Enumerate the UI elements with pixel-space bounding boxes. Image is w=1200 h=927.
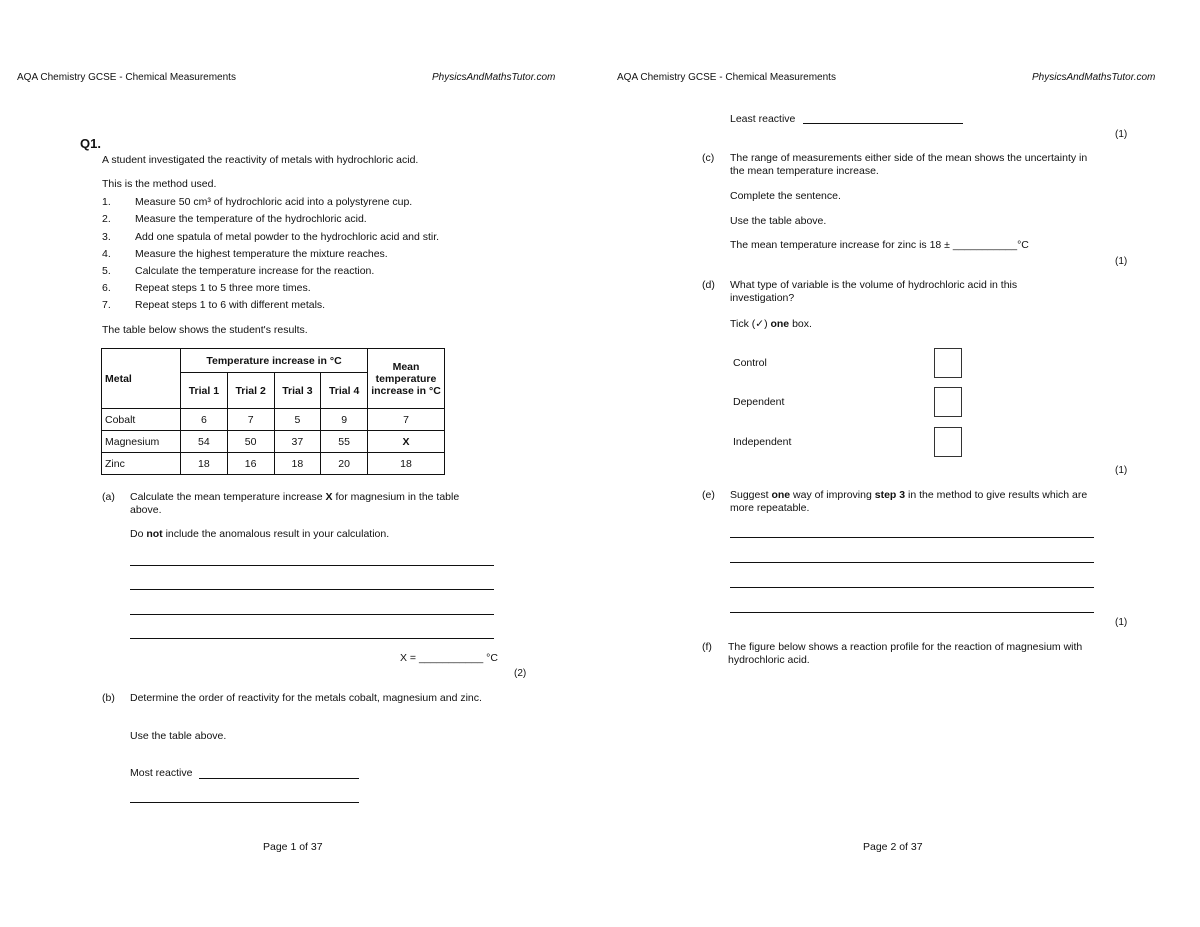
answer-line[interactable] xyxy=(130,638,494,639)
mean-header: Mean temperature increase in °C xyxy=(368,349,445,409)
step-text: Calculate the temperature increase for the reaction. xyxy=(135,265,375,277)
answer-line[interactable] xyxy=(730,587,1094,588)
answer-line[interactable] xyxy=(130,802,359,803)
mean-cell: 7 xyxy=(368,409,445,431)
trial-cell: 50 xyxy=(227,431,274,453)
marks-d: (1) xyxy=(1115,465,1128,476)
metal-header: Metal xyxy=(102,349,181,409)
step-text: Repeat steps 1 to 6 with different metals. xyxy=(135,299,326,311)
mean-cell: 18 xyxy=(368,453,445,475)
answer-line[interactable] xyxy=(130,614,494,615)
answer-line[interactable] xyxy=(730,537,1094,538)
page-2 xyxy=(600,0,1200,927)
option-label-independent: Independent xyxy=(733,436,792,448)
least-reactive-label: Least reactive xyxy=(730,113,796,125)
part-a-question: Calculate the mean temperature increase X for magnesium in the table above. xyxy=(130,491,460,516)
table-row xyxy=(102,431,445,453)
answer-line[interactable] xyxy=(130,565,494,566)
option-label-control: Control xyxy=(733,357,767,369)
trial-cell: 20 xyxy=(321,453,368,475)
page-footer: Page 2 of 37 xyxy=(863,841,923,853)
step-number: 7. xyxy=(102,299,111,311)
answer-line[interactable] xyxy=(199,778,359,779)
part-e-label: (e) xyxy=(702,489,715,501)
x-answer-field[interactable]: X = ___________ °C xyxy=(400,652,498,664)
trial-header: Trial 2 xyxy=(227,373,274,409)
trial-cell: 9 xyxy=(321,409,368,431)
marks-b: (1) xyxy=(1115,129,1128,140)
question-intro: A student investigated the reactivity of metals with hydrochloric acid. xyxy=(102,154,419,166)
answer-line[interactable] xyxy=(803,123,963,124)
marks-a: (2) xyxy=(514,668,527,679)
step-number: 2. xyxy=(102,213,111,225)
step-number: 5. xyxy=(102,265,111,277)
tick-instruction: Tick (✓) one box. xyxy=(730,318,812,330)
part-b-use-table: Use the table above. xyxy=(130,730,227,742)
mean-cell: X xyxy=(368,431,445,453)
step-number: 3. xyxy=(102,231,111,243)
marks-c: (1) xyxy=(1115,256,1128,267)
marks-e: (1) xyxy=(1115,617,1128,628)
header-title: AQA Chemistry GCSE - Chemical Measurements xyxy=(617,72,836,83)
part-d-question: What type of variable is the volume of hydrochloric acid in this investigation? xyxy=(730,279,1018,304)
step-text: Repeat steps 1 to 5 three more times. xyxy=(135,282,311,294)
trial-header: Trial 1 xyxy=(181,373,228,409)
trial-cell: 18 xyxy=(274,453,321,475)
trial-cell: 16 xyxy=(227,453,274,475)
answer-line[interactable] xyxy=(730,612,1094,613)
part-f-label: (f) xyxy=(702,641,712,653)
trial-cell: 55 xyxy=(321,431,368,453)
part-b-label: (b) xyxy=(102,692,115,704)
part-e-question: Suggest one way of improving step 3 in the method to give results which are more repeatable. xyxy=(730,489,1088,514)
tick-box-independent[interactable] xyxy=(934,427,962,457)
part-b-question: Determine the order of reactivity for the metals cobalt, magnesium and zinc. xyxy=(130,692,482,704)
method-intro: This is the method used. xyxy=(102,178,217,190)
question-number: Q1. xyxy=(80,136,101,151)
page-footer: Page 1 of 37 xyxy=(263,841,323,853)
table-row xyxy=(102,453,445,475)
metal-cell: Magnesium xyxy=(102,431,181,453)
trial-header: Trial 4 xyxy=(321,373,368,409)
trial-cell: 5 xyxy=(274,409,321,431)
step-number: 4. xyxy=(102,248,111,260)
results-table xyxy=(101,348,445,475)
part-a-label: (a) xyxy=(102,491,115,503)
part-c-label: (c) xyxy=(702,152,715,164)
trial-cell: 18 xyxy=(181,453,228,475)
trial-cell: 37 xyxy=(274,431,321,453)
metal-cell: Cobalt xyxy=(102,409,181,431)
part-c-use-table: Use the table above. xyxy=(730,215,827,227)
header-site: PhysicsAndMathsTutor.com xyxy=(1032,72,1156,83)
trial-header: Trial 3 xyxy=(274,373,321,409)
trial-cell: 7 xyxy=(227,409,274,431)
header-title: AQA Chemistry GCSE - Chemical Measurements xyxy=(17,72,236,83)
step-text: Measure the highest temperature the mixture reaches. xyxy=(135,248,388,260)
part-f-question: The figure below shows a reaction profile for the reaction of magnesium with hydrochloric acid. xyxy=(728,641,1083,666)
part-d-label: (d) xyxy=(702,279,715,291)
part-c-instruction: Complete the sentence. xyxy=(730,190,841,202)
temperature-header: Temperature increase in °C xyxy=(181,349,368,373)
step-number: 6. xyxy=(102,282,111,294)
header-site: PhysicsAndMathsTutor.com xyxy=(432,72,556,83)
most-reactive-label: Most reactive xyxy=(130,767,193,779)
step-text: Measure the temperature of the hydrochloric acid. xyxy=(135,213,367,225)
part-a-note: Do not include the anomalous result in your calculation. xyxy=(130,528,390,540)
option-label-dependent: Dependent xyxy=(733,396,785,408)
tick-box-dependent[interactable] xyxy=(934,387,962,417)
step-text: Add one spatula of metal powder to the hydrochloric acid and stir. xyxy=(135,231,440,243)
step-number: 1. xyxy=(102,196,111,208)
table-row xyxy=(102,409,445,431)
metal-cell: Zinc xyxy=(102,453,181,475)
answer-line[interactable] xyxy=(730,562,1094,563)
tick-box-control[interactable] xyxy=(934,348,962,378)
trial-cell: 54 xyxy=(181,431,228,453)
answer-line[interactable] xyxy=(130,589,494,590)
table-intro: The table below shows the student's results. xyxy=(102,324,308,336)
part-c-question: The range of measurements either side of the mean shows the uncertainty in the mean temperature increase. xyxy=(730,152,1088,177)
step-text: Measure 50 cm³ of hydrochloric acid into a polystyrene cup. xyxy=(135,196,413,208)
trial-cell: 6 xyxy=(181,409,228,431)
part-c-sentence[interactable]: The mean temperature increase for zinc is 18 ± ___________°C xyxy=(730,239,1029,251)
